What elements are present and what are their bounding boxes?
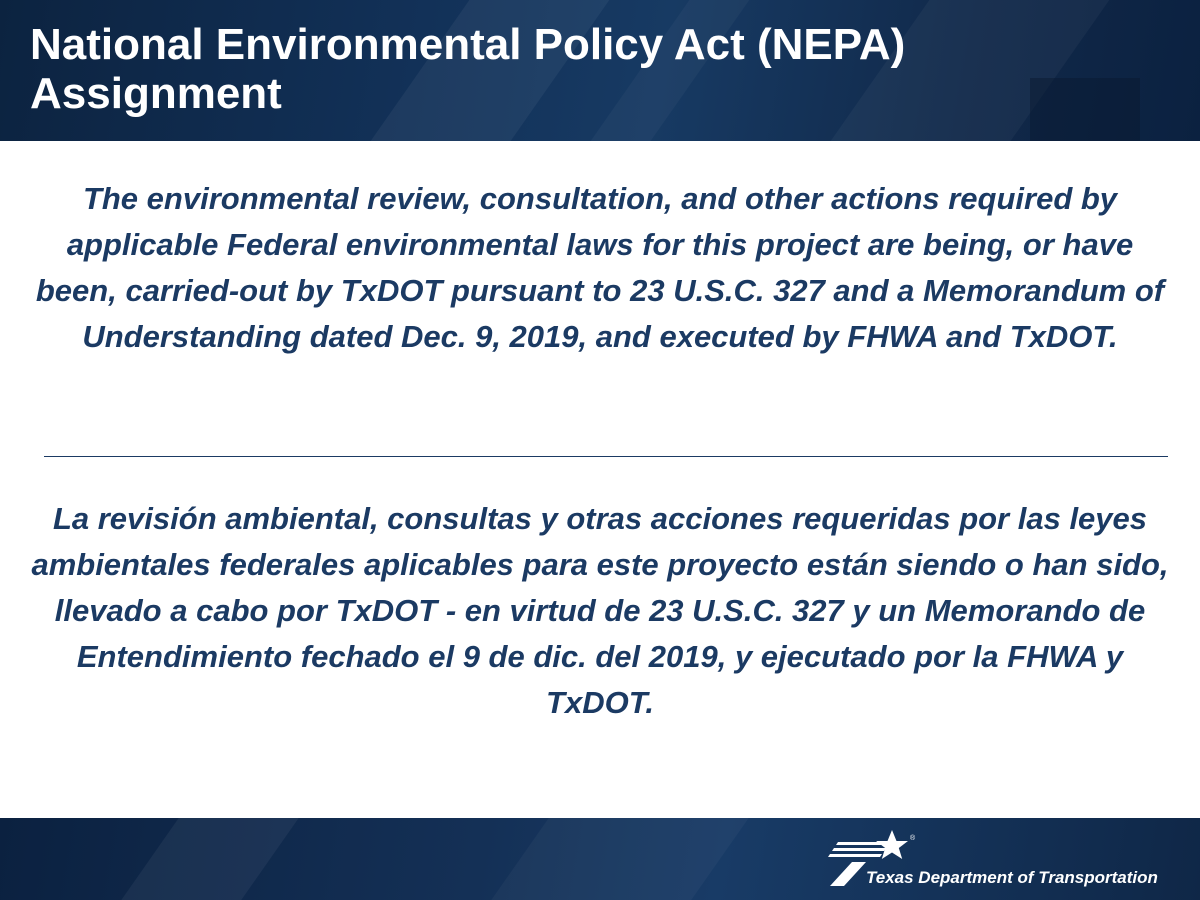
section-divider xyxy=(44,456,1168,457)
slide-title: National Environmental Policy Act (NEPA) Assignment xyxy=(30,20,906,118)
txdot-logo xyxy=(826,828,1186,894)
footer-band xyxy=(0,818,1200,900)
logo-text: Texas Department of Transportation xyxy=(866,868,1158,887)
footer-decor-streak xyxy=(121,818,298,900)
paragraph-spanish: La revisión ambiental, consultas y otras acciones requeridas por las leyes ambientales federales aplicables para este proyecto están siendo o han sido, llevado a cabo por TxDOT - en virtud de 23 U.S.C. 327 y un Memorando de Entendimiento fechado el 9 de dic. del 2019, y ejecutado por la FHWA y TxDOT. xyxy=(31,501,1169,720)
registered-mark: ® xyxy=(910,835,916,842)
footer-decor-streak xyxy=(491,818,748,900)
header-band xyxy=(0,0,1200,141)
paragraph-english: The environmental review, consultation, and other actions required by applicable Federal environmental laws for this project are being, or have been, carried-out by TxDOT pursuant to 23 U.S.C. 327 and a Memorandum of Understanding dated Dec. 9, 2019, and executed by FHWA and TxDOT. xyxy=(35,181,1165,354)
